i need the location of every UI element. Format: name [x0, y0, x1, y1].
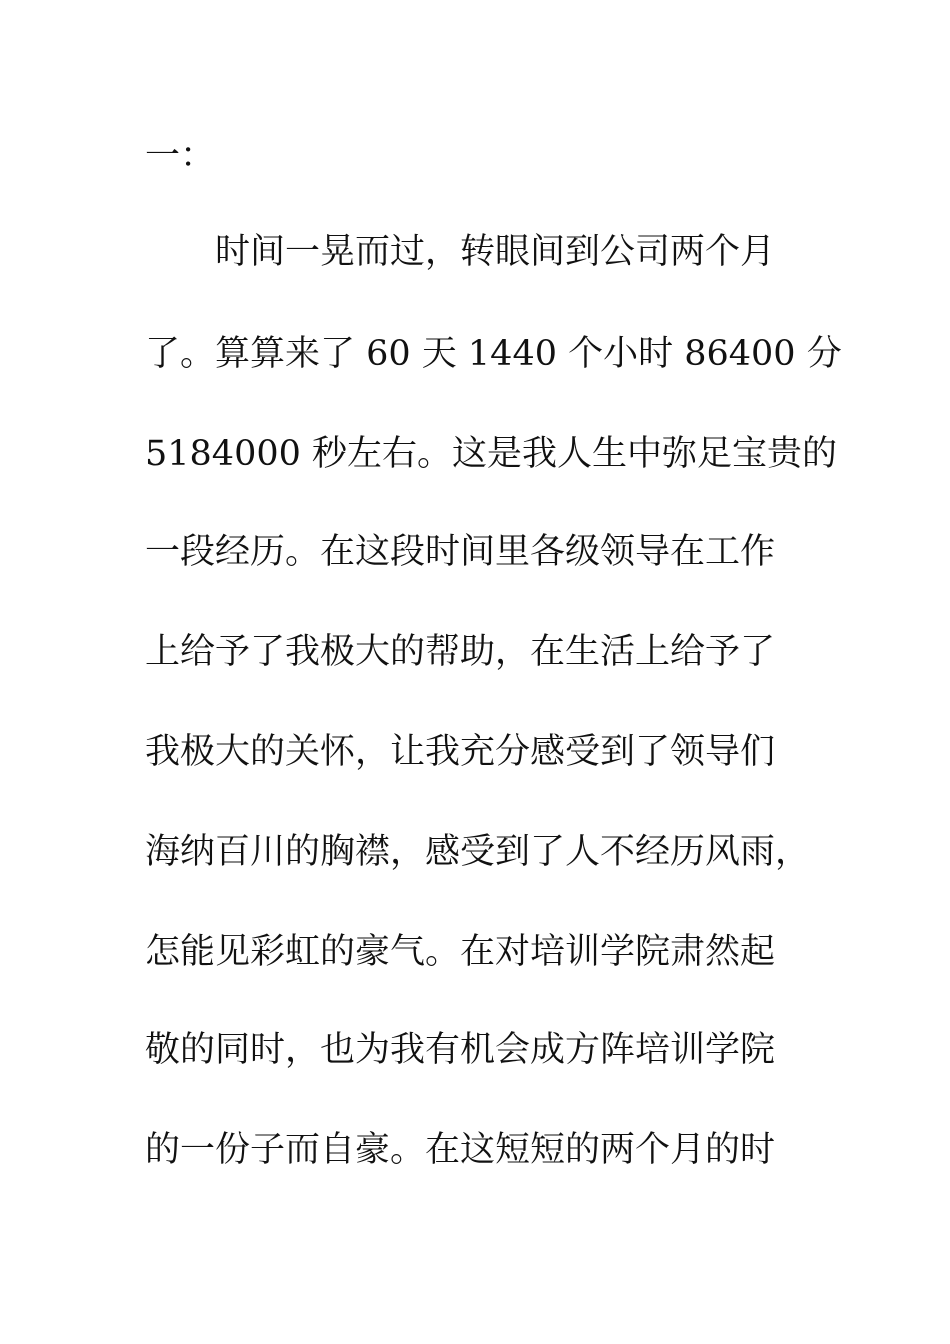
paragraph-line-5: 上给予了我极大的帮助，在生活上给予了: [145, 632, 776, 672]
paragraph-line-6: 我极大的关怀，让我充分感受到了领导们: [145, 732, 776, 772]
paragraph-line-3: 5184000 秒左右。这是我人生中弥足宝贵的: [145, 434, 838, 474]
paragraph-line-10: 的一份子而自豪。在这短短的两个月的时: [145, 1130, 776, 1170]
paragraph-line-4: 一段经历。在这段时间里各级领导在工作: [145, 532, 776, 572]
paragraph-line-9: 敬的同时，也为我有机会成方阵培训学院: [145, 1030, 776, 1070]
paragraph-line-8: 怎能见彩虹的豪气。在对培训学院肃然起: [145, 932, 776, 972]
paragraph-line-7: 海纳百川的胸襟，感受到了人不经历风雨，: [145, 832, 811, 872]
paragraph-line-2: 了。算算来了 60 天 1440 个小时 86400 分: [145, 334, 842, 374]
paragraph-line-1: 时间一晃而过，转眼间到公司两个月: [215, 232, 776, 272]
section-heading: 一：: [145, 136, 216, 176]
